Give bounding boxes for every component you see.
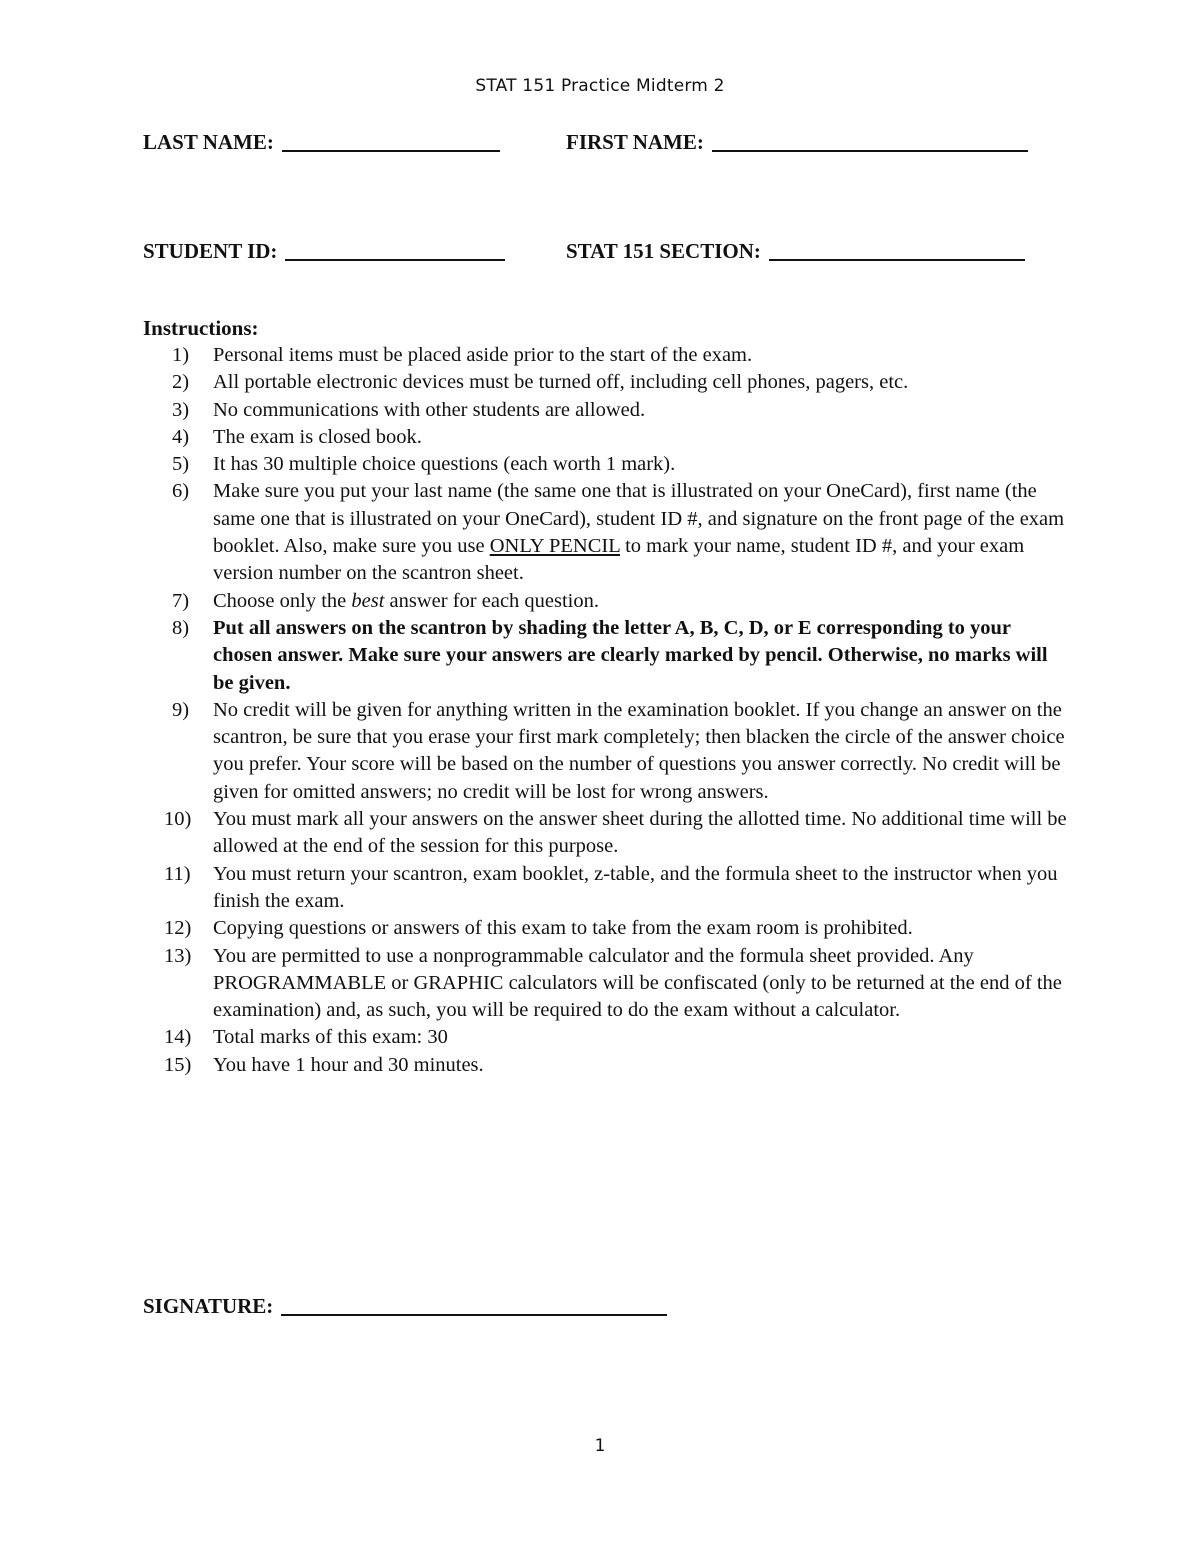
instruction-item [143,451,1073,478]
instruction-number: 14) [164,1026,192,1049]
instruction-text: Make sure you put your last name (the same one that is illustrated on your OneCard), first name (the same one that is illustrated on your OneCard), student ID #, and signature on the front page of the exam booklet. Also, make sure you use [213,480,1065,558]
instruction-number: 6) [172,480,190,503]
instruction-text: You are permitted to use a nonprogrammable calculator and the formula sheet provided. Any PROGRAMMABLE or GRAPHIC calculators will be confiscated (only to be returned at the end of the examination) and, as such, you will be required to do the exam without a calculator. [213,944,1062,1022]
instruction-item [143,588,1073,615]
instruction-item [143,1052,1073,1079]
instruction-text: You must return your scantron, exam booklet, z-table, and the formula sheet to the instructor when you finish the exam. [213,862,1058,912]
section-field [566,236,1025,264]
instruction-item [143,424,1073,451]
instruction-item [143,806,1073,861]
instruction-text: answer for each question. [384,589,600,612]
instruction-italic-text: best [351,589,385,612]
instruction-text: No credit will be given for anything written in the examination booklet. If you change an answer on the scantron, be sure that you erase your first mark completely; then blacken the circle of the answer choice you prefer. Your score will be based on the number of questions you answer correctly. No credit will be given for omitted answers; no credit will be lost for wrong answers. [213,698,1065,803]
instruction-text: to mark your name, student ID #, and your exam version number on the scantron sheet. [213,535,1025,585]
first-name-blank[interactable] [712,130,1028,152]
instruction-number: 7) [172,589,190,612]
instruction-number: 9) [172,698,190,721]
instruction-number: 4) [172,425,190,448]
instruction-text: Total marks of this exam: 30 [213,1026,448,1049]
instruction-number: 3) [172,398,190,421]
page-header-title: STAT 151 Practice Midterm 2 [475,76,725,96]
instruction-item [143,615,1073,697]
instruction-number: 5) [172,453,190,476]
instruction-item [143,397,1073,424]
instruction-item [143,342,1073,369]
page-number: 1 [594,1436,606,1456]
instruction-bold-text: Put all answers on the scantron by shading the letter A, B, C, D, or E corresponding to your chosen answer. Make sure your answers are clearly marked by pencil. Otherwise, no marks will be given. [213,616,1048,694]
instructions-list [143,342,1073,1079]
instruction-number: 11) [164,862,191,885]
signature-label: SIGNATURE: [143,1294,274,1318]
first-name-field [566,127,1028,155]
instruction-number: 2) [172,371,190,394]
instruction-item [143,861,1073,916]
instruction-text: Copying questions or answers of this exam to take from the exam room is prohibited. [213,917,913,940]
instruction-number: 10) [164,808,192,831]
student-id-label: STUDENT ID: [143,239,278,263]
instruction-item [143,478,1073,587]
instruction-text: Choose only the [213,589,352,612]
instruction-text: Personal items must be placed aside prior to the start of the exam. [213,344,753,366]
instruction-text: You must mark all your answers on the answer sheet during the allotted time. No additional time will be allowed at the end of the session for this purpose. [213,808,1067,858]
student-id-field [143,236,505,264]
last-name-blank[interactable] [282,130,500,152]
instruction-number: 12) [164,917,192,940]
instruction-text: It has 30 multiple choice questions (each worth 1 mark). [213,453,676,476]
instruction-item [143,369,1073,396]
first-name-label: FIRST NAME: [566,130,704,154]
section-label: STAT 151 SECTION: [566,239,761,263]
student-id-blank[interactable] [285,239,505,261]
instruction-number: 1) [172,344,190,366]
instruction-item [143,697,1073,806]
last-name-field [143,127,500,155]
instruction-item [143,1024,1073,1051]
instruction-number: 8) [172,616,190,639]
section-blank[interactable] [769,239,1025,261]
signature-field [143,1291,667,1319]
instruction-underlined-text: ONLY PENCIL [489,535,620,558]
instruction-number: 15) [164,1053,192,1076]
instructions-title: Instructions: [143,316,259,340]
instruction-item [143,943,1073,1025]
last-name-label: LAST NAME: [143,130,274,154]
instruction-text: The exam is closed book. [213,425,422,448]
instruction-text: You have 1 hour and 30 minutes. [213,1053,484,1076]
instruction-text: All portable electronic devices must be turned off, including cell phones, pagers, etc. [213,371,909,394]
instruction-number: 13) [164,944,192,967]
instruction-text: No communications with other students are allowed. [213,398,646,421]
signature-blank[interactable] [281,1294,667,1316]
instruction-item [143,915,1073,942]
